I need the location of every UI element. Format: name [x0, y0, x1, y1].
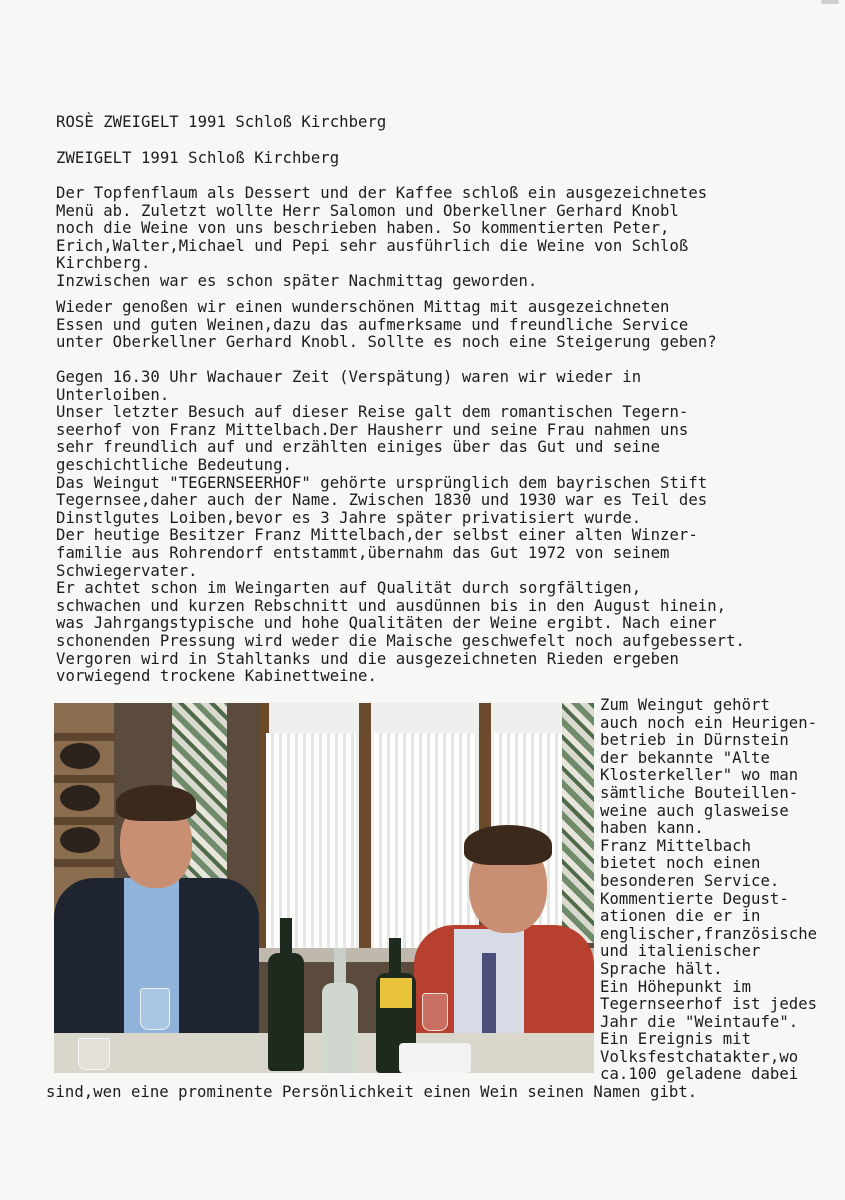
paragraph-tegernseerhof: Gegen 16.30 Uhr Wachauer Zeit (Verspätung) waren wir wieder in Unterloiben. Unser letzter Besuch auf dieser Reise galt dem romantischen Tegern- seerhof von Franz Mittelbach.Der Hausherr und seine Frau nahmen uns sehr freundlich auf und erzählten einiges über das Gut und seine geschichtliche Bedeutung. Das Weingut "TEGERNSEERHOF" gehörte ursprünglich dem bayrischen Stift Tegernsee,daher auch der Name. Zwischen 1830 und 1930 war es Teil des Dinstlgutes Loiben,bevor es 3 Jahre später privatisiert wurde. Der heutige Besitzer Franz Mittelbach,der selbst einer alten Winzer- familie aus Rohrendorf entstammt,übernahm das Gut 1972 von seinem Schwiegervater. Er achtet schon im Weingarten auf Qualität durch sorgfältigen, schwachen und kurzen Rebschnitt und ausdünnen bis in den August hinein, was Jahrgangstypische und hohe Qualitäten der Weine ergibt. Nach einer schonenden Pressung wird weder die Maische geschwefelt noch aufgebessert. Vergoren wird in Stahltanks und die ausgezeichneten Rieden ergeben vorwiegend trockene Kabinettweine. — [56, 368, 745, 686]
bottle-label — [380, 978, 412, 1008]
heading-zweigelt: ZWEIGELT 1991 Schloß Kirchberg — [56, 149, 340, 167]
rack-bottle — [60, 827, 100, 853]
floral-curtain — [562, 703, 594, 943]
water-bottle — [322, 983, 358, 1073]
rack-bottle — [60, 743, 100, 769]
person-right-hair — [464, 825, 552, 865]
closing-line: sind,wen eine prominente Persönlichkeit einen Wein seinen Namen gibt. — [46, 1083, 698, 1101]
winery-photo — [54, 703, 594, 1073]
bottle-neck — [334, 948, 346, 988]
water-glass — [78, 1038, 110, 1070]
lace-curtain — [374, 733, 476, 953]
paragraph-lunch: Wieder genoßen wir einen wunderschönen Mittag mit ausgezeichneten Essen und guten Weinen,dazu das aufmerksame und freundliche Service unter Oberkellner Gerhard Knobl. Sollte es noch eine Steigerung geben? — [56, 298, 717, 352]
wine-glass — [422, 993, 448, 1031]
shelf — [54, 733, 116, 741]
rack-bottle — [60, 785, 100, 811]
shelf — [54, 775, 116, 783]
scan-mark — [821, 0, 839, 4]
shelf — [54, 859, 116, 867]
paragraph-dessert: Der Topfenflaum als Dessert und der Kaffee schloß ein ausgezeichnetes Menü ab. Zuletzt wollte Herr Salomon und Oberkellner Gerhard Knobl noch die Weine von uns beschrieben haben. So kommentierten Peter, Erich,Walter,Michael und Pepi sehr ausführlich die Weine von Schloß Kirchberg. Inzwischen war es schon später Nachmittag geworden. — [56, 184, 708, 290]
person-left-hair — [116, 785, 196, 821]
shelf — [54, 817, 116, 825]
coffee-cup — [399, 1043, 471, 1073]
bottle-neck — [280, 918, 292, 958]
heading-rose-zweigelt: ROSÈ ZWEIGELT 1991 Schloß Kirchberg — [56, 113, 387, 131]
window-mullion — [359, 703, 371, 953]
sidebar-text: Zum Weingut gehört auch noch ein Heurigen- betrieb in Dürnstein der bekannte "Alte Klosterkeller" wo man sämtliche Bouteillen- weine auch glasweise haben kann. Franz Mittelbach bietet noch einen besonderen Service. Kommentierte Degust- ationen die er in englischer,französische und italienischer Sprache hält. Ein Höhepunkt im Tegernseerhof ist jedes Jahr die "Weintaufe". Ein Ereignis mit Volksfestchatakter,wo ca.100 geladene dabei — [600, 696, 818, 1084]
wine-glass — [140, 988, 170, 1030]
wine-bottle — [268, 953, 304, 1071]
bottle-neck — [389, 938, 401, 978]
